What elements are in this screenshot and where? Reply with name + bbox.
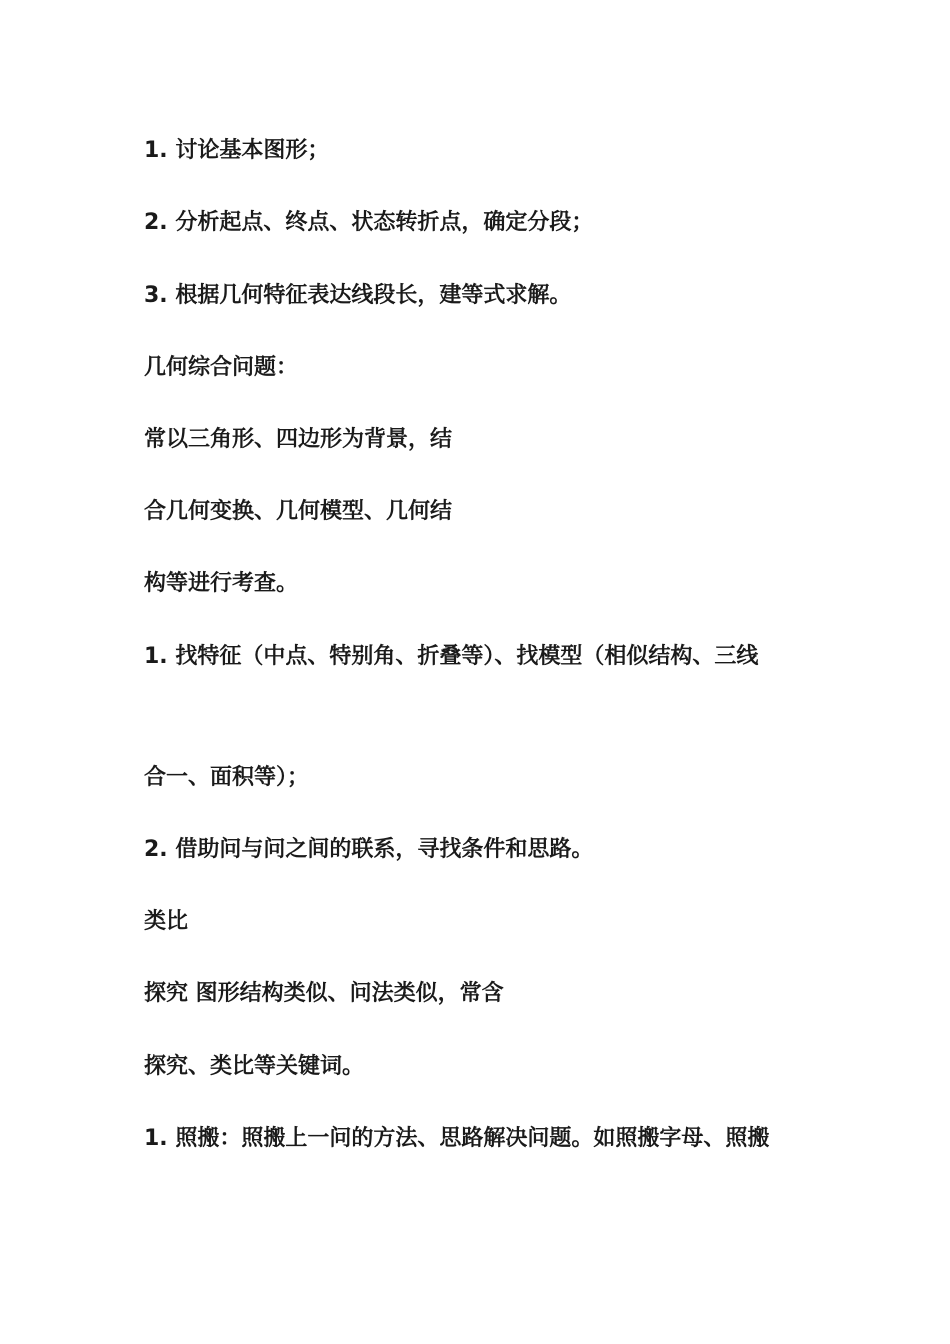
text-line: 1. 讨论基本图形；	[144, 138, 330, 163]
text-line: 合一、面积等）；	[144, 765, 310, 790]
text-line: 2. 借助问与问之间的联系，寻找条件和思路。	[144, 837, 594, 862]
text-line: 常以三角形、四边形为背景，结	[144, 427, 453, 452]
text-line: 1. 找特征（中点、特别角、折叠等）、找模型（相似结构、三线	[144, 644, 759, 669]
text-line: 探究 图形结构类似、问法类似，常含	[144, 981, 504, 1006]
text-line: 合几何变换、几何模型、几何结	[144, 499, 453, 524]
text-line: 探究、类比等关键词。	[144, 1054, 365, 1079]
text-line: 构等进行考查。	[144, 571, 299, 596]
section-heading: 几何综合问题：	[144, 355, 299, 380]
text-line: 2. 分析起点、终点、状态转折点，确定分段；	[144, 210, 594, 235]
text-line: 1. 照搬：照搬上一问的方法、思路解决问题。如照搬字母、照搬	[144, 1126, 770, 1151]
text-line: 3. 根据几何特征表达线段长，建等式求解。	[144, 283, 572, 308]
section-heading: 类比	[144, 909, 189, 934]
